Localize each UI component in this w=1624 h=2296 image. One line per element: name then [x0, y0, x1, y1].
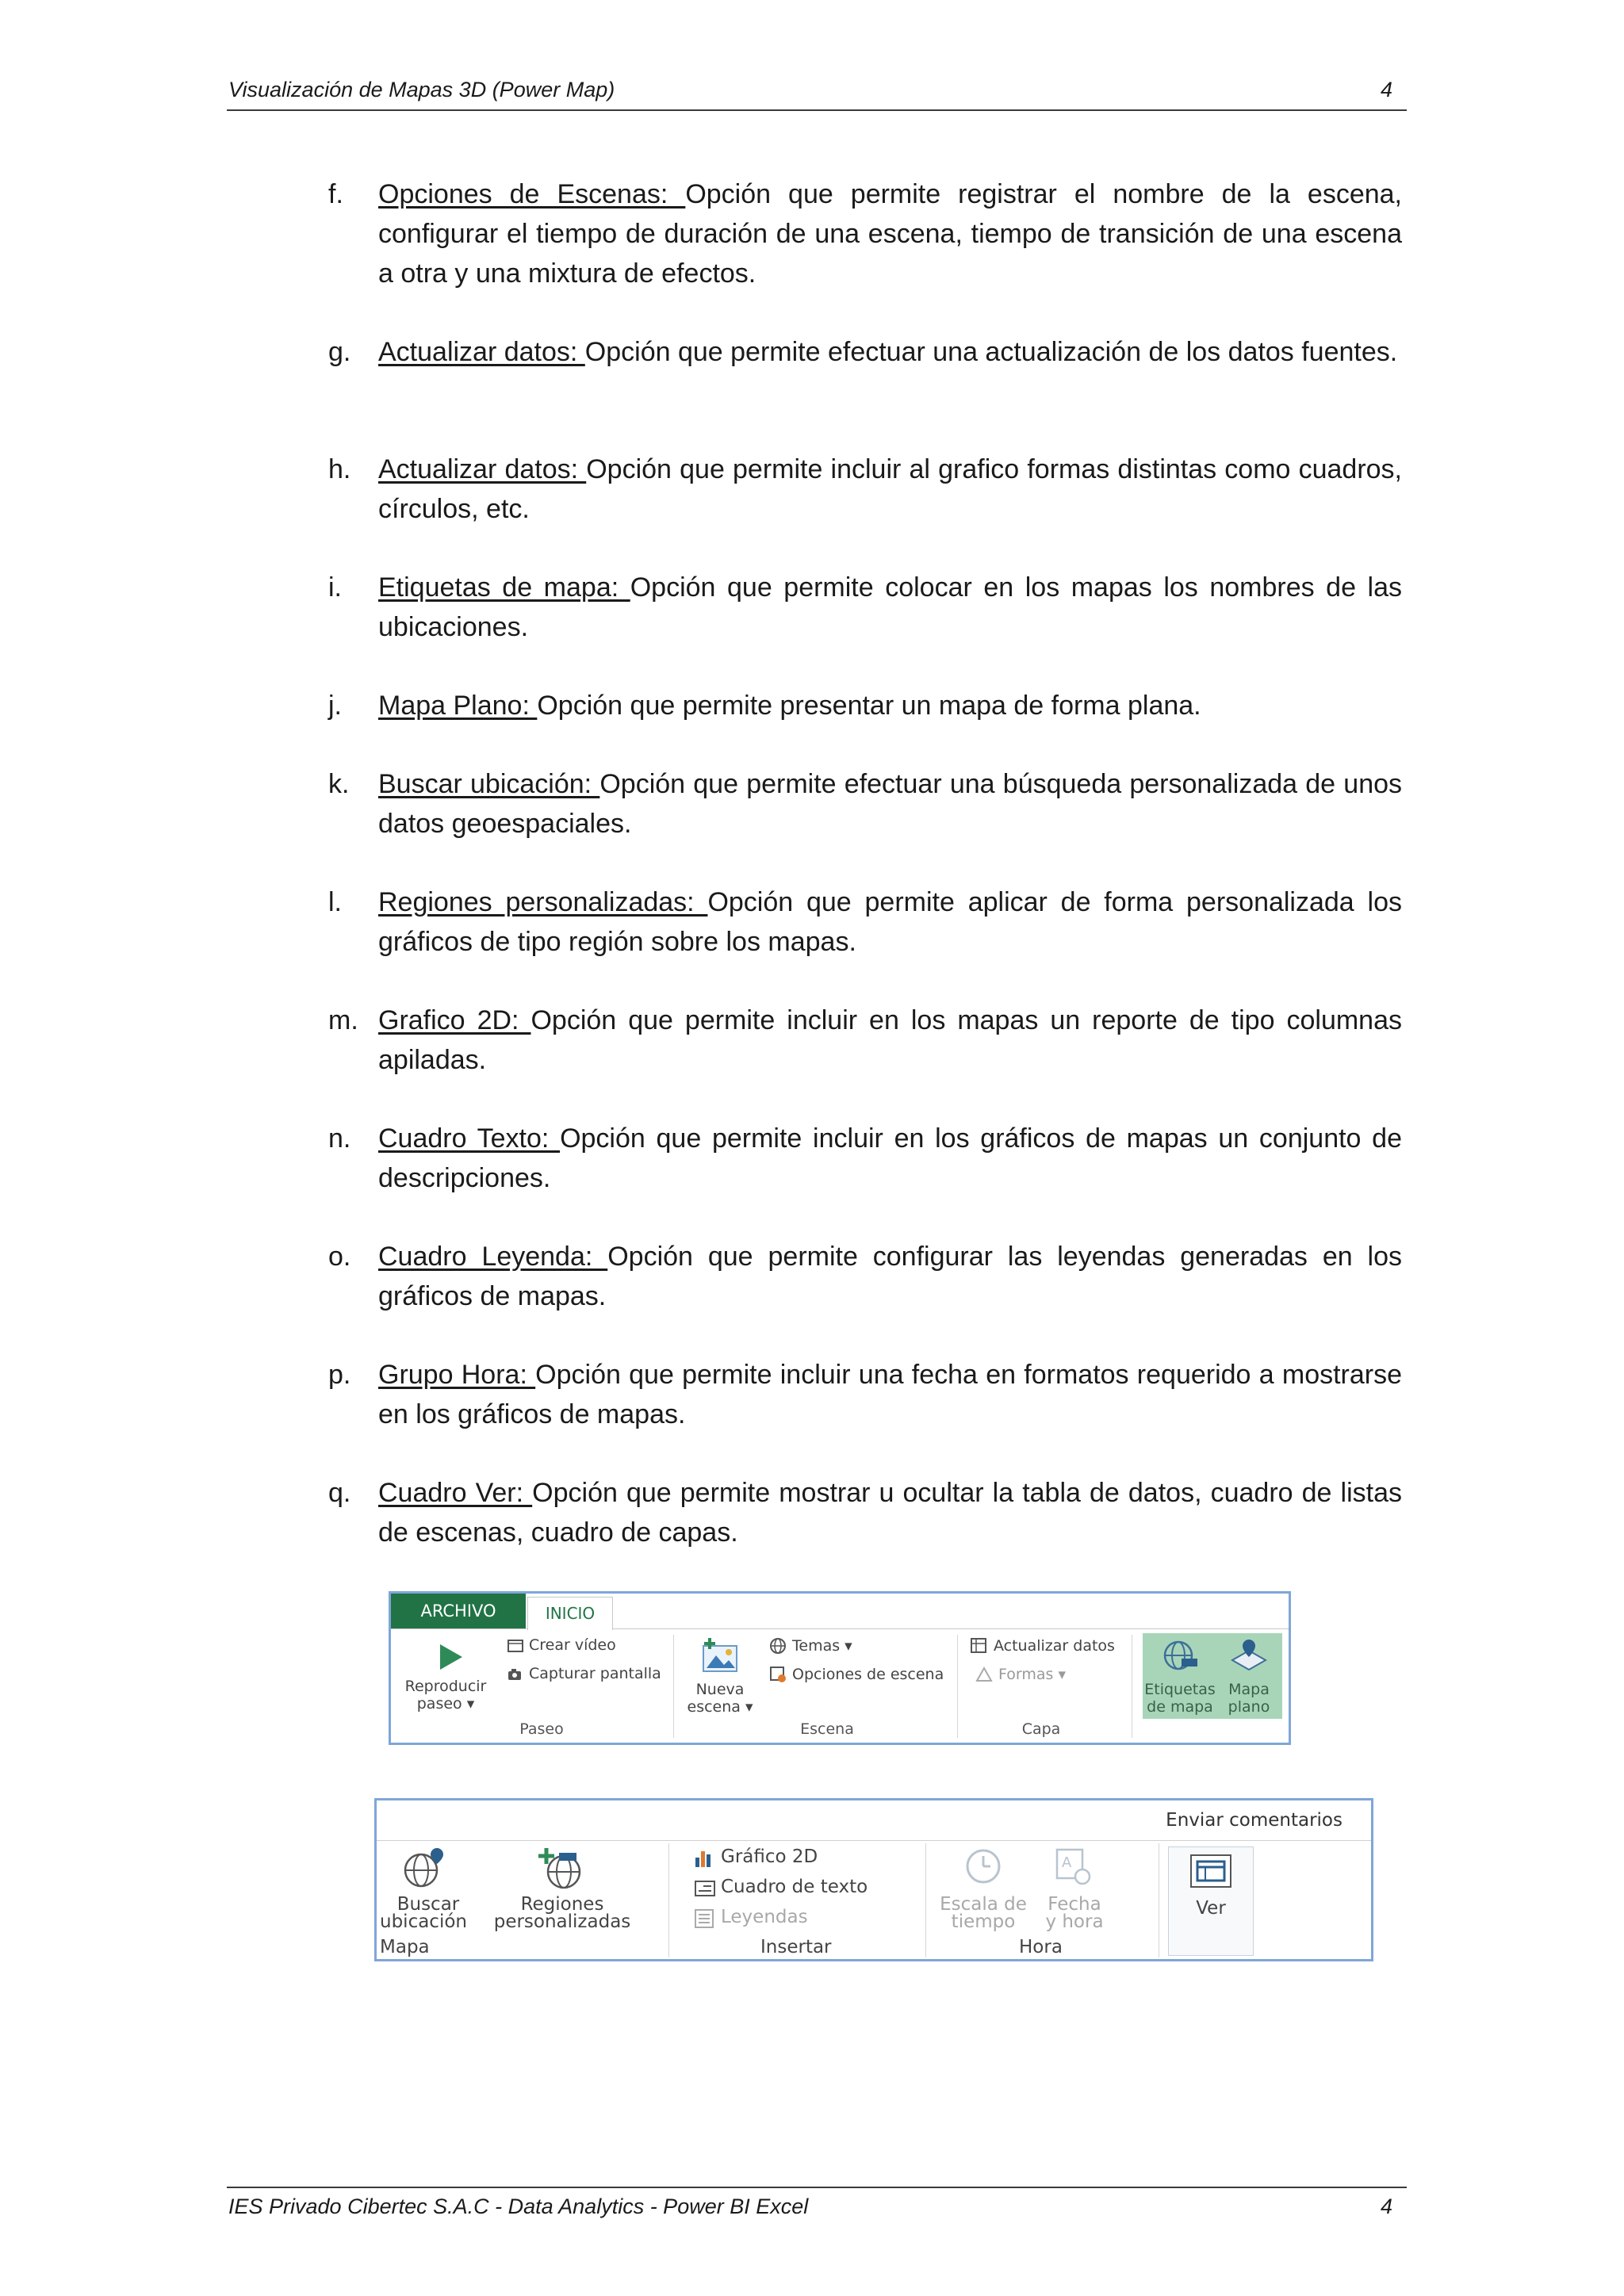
ribbon-top-bar	[377, 1800, 1371, 1841]
item-letter: g.	[328, 337, 351, 367]
item-letter: l.	[328, 887, 342, 917]
item-description: Opción que permite incluir en los gráficos de mapas un conjunto de descripciones.	[378, 1123, 1402, 1193]
item-letter: m.	[328, 1005, 358, 1035]
item-letter: n.	[328, 1123, 351, 1154]
nueva-escena-label-1: Nueva	[695, 1681, 745, 1698]
item-term: Etiquetas de mapa:	[378, 572, 630, 603]
legend-icon	[694, 1908, 714, 1929]
mapa-plano-label-1: Mapa	[1228, 1681, 1270, 1698]
item-description: Opción que permite mostrar u ocultar la tabla de datos, cuadro de listas de escenas, cuadro de capas.	[378, 1478, 1402, 1548]
clock-icon	[963, 1846, 1003, 1886]
temas-label: Temas ▾	[792, 1637, 852, 1655]
regiones-personalizadas-button[interactable]	[483, 1846, 642, 1934]
date-time-icon	[1054, 1846, 1094, 1886]
search-location-globe-icon	[400, 1846, 448, 1889]
item-letter: i.	[328, 572, 342, 603]
item-letter: o.	[328, 1242, 351, 1272]
ver-button[interactable]	[1168, 1846, 1254, 1956]
item-term: Regiones personalizadas:	[378, 887, 708, 917]
actualizar-datos-label: Actualizar datos	[994, 1637, 1115, 1655]
footer-text: IES Privado Cibertec S.A.C - Data Analytics - Power BI Excel	[228, 2195, 809, 2218]
group-divider	[668, 1843, 669, 1957]
item-description: Opción que permite incluir en los mapas un reporte de tipo columnas apiladas.	[378, 1005, 1402, 1075]
regiones-label-2: personalizadas	[493, 1911, 631, 1932]
group-divider	[957, 1635, 958, 1738]
text-box-icon	[694, 1878, 716, 1899]
item-description: Opción que permite incluir una fecha en formatos requerido a mostrarse en los gráficos de mapas.	[378, 1360, 1403, 1429]
view-window-icon	[1189, 1854, 1232, 1888]
group-divider	[925, 1843, 926, 1957]
page-header	[227, 78, 1407, 111]
item-term: Buscar ubicación:	[378, 769, 600, 799]
item-term: Grafico 2D:	[378, 1005, 531, 1035]
item-description: Opción que permite presentar un mapa de forma plana.	[537, 691, 1201, 721]
item-term: Mapa Plano:	[378, 691, 538, 721]
camera-icon	[507, 1666, 524, 1683]
ribbon-tab-row	[391, 1594, 1289, 1629]
item-term: Grupo Hora:	[378, 1360, 536, 1390]
item-letter: k.	[328, 769, 350, 799]
item-term: Cuadro Texto:	[378, 1123, 561, 1154]
item-description: Opción que permite efectuar una actualización de los datos fuentes.	[584, 337, 1398, 367]
bar-chart-icon	[694, 1848, 714, 1869]
flat-map-icon	[1231, 1638, 1267, 1673]
item-letter: h.	[328, 454, 351, 484]
tab-inicio[interactable]: INICIO	[527, 1597, 613, 1630]
item-description: Opción que permite colocar en los mapas los nombres de las ubicaciones.	[378, 572, 1403, 642]
item-letter: q.	[328, 1478, 351, 1508]
reproducir-paseo-button[interactable]	[402, 1638, 489, 1717]
ver-label: Ver	[1196, 1898, 1226, 1919]
custom-regions-icon	[535, 1846, 586, 1891]
shapes-icon	[975, 1665, 994, 1684]
group-label-escena: Escena	[800, 1720, 854, 1738]
capturar-pantalla-label: Capturar pantalla	[529, 1665, 661, 1682]
group-label-paseo: Paseo	[519, 1720, 564, 1738]
tab-archivo[interactable]: ARCHIVO	[391, 1594, 526, 1628]
item-description: Opción que permite configurar las leyendas generadas en los gráficos de mapas.	[378, 1242, 1403, 1311]
reproducir-label-1: Reproducir	[404, 1678, 487, 1695]
group-divider	[673, 1635, 674, 1738]
buscar-label-2: ubicación	[380, 1911, 467, 1932]
group-label-capa: Capa	[1021, 1720, 1061, 1738]
item-term: Actualizar datos:	[378, 337, 585, 367]
buscar-label-1: Buscar	[396, 1894, 460, 1915]
nueva-escena-label-2: escena ▾	[687, 1698, 753, 1716]
formas-label: Formas ▾	[998, 1666, 1066, 1683]
grafico-2d-label: Gráfico 2D	[721, 1846, 818, 1867]
item-description: Opción que permite incluir al grafico formas distintas como cuadros, círculos, etc.	[378, 454, 1403, 524]
escala-label-2: tiempo	[951, 1911, 1016, 1932]
escala-label-1: Escala de	[940, 1894, 1027, 1915]
item-term: Opciones de Escenas:	[378, 179, 686, 209]
item-description: Opción que permite registrar el nombre de la escena, configurar el tiempo de duración de una escena, tiempo de transición de una escena a otra y una mixtura de efectos.	[378, 179, 1402, 289]
ribbon-continuation-screenshot	[374, 1798, 1373, 1961]
themes-globe-icon	[768, 1636, 787, 1655]
fecha-label-1: Fecha	[1048, 1894, 1101, 1915]
header-title: Visualización de Mapas 3D (Power Map)	[228, 78, 615, 101]
item-term: Cuadro Leyenda:	[378, 1242, 608, 1272]
item-letter: f.	[328, 179, 343, 209]
reproducir-label-2: paseo ▾	[416, 1695, 475, 1712]
item-term: Actualizar datos:	[378, 454, 587, 484]
buscar-ubicacion-button[interactable]	[377, 1846, 480, 1934]
group-label-insertar: Insertar	[760, 1937, 832, 1957]
group-label-hora: Hora	[1019, 1937, 1063, 1957]
header-page-number: 4	[1380, 78, 1392, 101]
item-letter: p.	[328, 1360, 351, 1390]
item-description: Opción que permite aplicar de forma personalizada los gráficos de tipo región sobre los mapas.	[378, 887, 1402, 957]
footer-page-number: 4	[1380, 2195, 1392, 2218]
refresh-data-icon	[970, 1636, 989, 1655]
enviar-comentarios-link[interactable]: Enviar comentarios	[1166, 1810, 1342, 1831]
nueva-escena-button[interactable]	[684, 1636, 756, 1719]
opciones-escena-label: Opciones de escena	[792, 1666, 944, 1683]
etiquetas-label-1: Etiquetas	[1144, 1681, 1216, 1698]
etiquetas-label-2: de mapa	[1147, 1698, 1213, 1716]
mapa-plano-label-2: plano	[1228, 1698, 1270, 1716]
item-description: Opción que permite efectuar una búsqueda personalizada de unos datos geoespaciales.	[378, 769, 1403, 839]
map-labels-globe-icon	[1161, 1638, 1199, 1673]
new-scene-icon	[700, 1638, 740, 1674]
cuadro-de-texto-label: Cuadro de texto	[721, 1877, 868, 1897]
scene-options-icon	[768, 1665, 787, 1684]
regiones-label-1: Regiones	[520, 1894, 604, 1915]
group-label-mapa: Mapa	[380, 1937, 430, 1957]
item-letter: j.	[328, 691, 342, 721]
svg-text:A: A	[1062, 1854, 1072, 1871]
item-term: Cuadro Ver:	[378, 1478, 533, 1508]
fecha-y-hora-button[interactable]	[1035, 1846, 1114, 1934]
leyendas-label: Leyendas	[721, 1907, 808, 1927]
crear-video-label: Crear vídeo	[529, 1636, 616, 1654]
fecha-label-2: y hora	[1045, 1911, 1104, 1932]
escala-de-tiempo-button[interactable]	[932, 1846, 1035, 1934]
etiquetas-de-mapa-button[interactable]	[1144, 1636, 1216, 1719]
play-icon	[434, 1641, 465, 1673]
video-icon	[507, 1637, 524, 1655]
mapa-plano-button[interactable]	[1219, 1636, 1279, 1719]
page-footer	[227, 2187, 1407, 2223]
ribbon-inicio-screenshot	[389, 1591, 1291, 1745]
